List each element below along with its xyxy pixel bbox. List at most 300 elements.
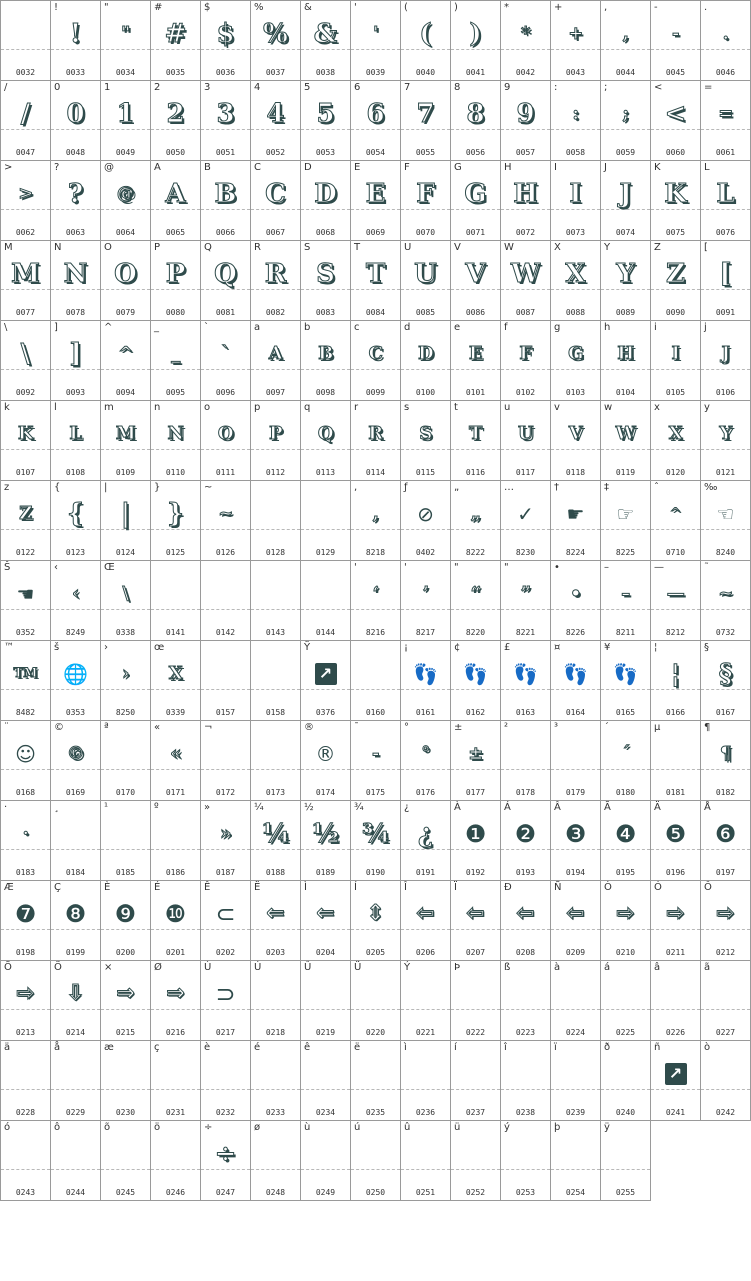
character-code: 0082 [265, 308, 286, 317]
glyph-cell [1, 561, 51, 641]
glyph-cell [101, 481, 151, 561]
character-code: 0230 [115, 1108, 136, 1117]
glyph-cell [351, 1, 401, 81]
glyph-cell [651, 81, 701, 161]
glyph-cell [1, 161, 51, 241]
glyph-preview: ⇒ [166, 981, 185, 1006]
glyph-preview [501, 1055, 550, 1093]
glyph-cell [701, 481, 751, 561]
glyph-cell [301, 241, 351, 321]
character-label: _ [154, 322, 159, 333]
glyph-preview: 4 [266, 99, 285, 129]
glyph-preview [201, 735, 250, 773]
character-code: 0210 [615, 948, 636, 957]
character-code: 0239 [565, 1108, 586, 1117]
character-label: 3 [204, 82, 211, 93]
glyph-preview [101, 1055, 150, 1093]
glyph-cell [651, 881, 701, 961]
glyph-cell [401, 1041, 451, 1121]
character-code: 0109 [115, 468, 136, 477]
character-label: Ö [54, 962, 62, 973]
character-label: ¾ [354, 802, 364, 813]
character-label: x [654, 402, 660, 413]
glyph-preview: ^ [118, 343, 133, 364]
glyph-preview: ❼ [14, 900, 37, 928]
glyph-cell [701, 801, 751, 881]
character-code: 0053 [315, 148, 336, 157]
glyph-cell [401, 881, 451, 961]
glyph-cell [551, 321, 601, 401]
glyph-preview: J [721, 343, 730, 364]
character-label: ì [404, 1042, 407, 1053]
glyph-cell [151, 481, 201, 561]
character-code: 0142 [215, 628, 236, 637]
character-label: c [354, 322, 360, 333]
glyph-preview: } [167, 499, 184, 529]
glyph-cell [501, 801, 551, 881]
glyph-cell [101, 321, 151, 401]
character-code: 0073 [565, 228, 586, 237]
glyph-preview [601, 1055, 650, 1093]
glyph-preview [251, 495, 300, 533]
glyph-cell [101, 1121, 151, 1201]
glyph-cell [651, 801, 701, 881]
glyph-cell [101, 881, 151, 961]
character-code: 0240 [615, 1108, 636, 1117]
character-code: 0042 [515, 68, 536, 77]
glyph-preview: ❾ [114, 900, 137, 928]
glyph-cell [301, 721, 351, 801]
character-label: ˆ [654, 482, 659, 493]
glyph-cell [551, 561, 601, 641]
glyph-cell [51, 1121, 101, 1201]
character-code: 0179 [565, 788, 586, 797]
glyph-cell [701, 81, 751, 161]
glyph-cell [151, 161, 201, 241]
character-label: Ä [654, 802, 661, 813]
glyph-preview: R [368, 423, 383, 444]
character-code: 0076 [715, 228, 736, 237]
glyph-preview: ☛ [566, 502, 585, 526]
character-code: 0116 [465, 468, 486, 477]
glyph-preview: + [568, 23, 583, 44]
character-code: 0231 [165, 1108, 186, 1117]
character-label: º [154, 802, 159, 813]
glyph-preview: © [66, 743, 85, 764]
glyph-cell [701, 1041, 751, 1121]
character-label: z [4, 482, 10, 493]
character-code: 0088 [565, 308, 586, 317]
character-label: > [4, 162, 13, 173]
glyph-preview: * [521, 23, 530, 44]
character-label: – [604, 562, 609, 573]
character-code: 8240 [715, 548, 736, 557]
glyph-cell [201, 1, 251, 81]
glyph-preview: ' [372, 23, 378, 44]
glyph-cell [251, 1121, 301, 1201]
glyph-preview [401, 1135, 450, 1173]
glyph-preview: F [416, 179, 435, 209]
character-code: 0161 [415, 708, 436, 717]
character-code: 0209 [565, 948, 586, 957]
character-code: 8212 [665, 628, 686, 637]
character-label: œ [154, 642, 165, 653]
glyph-preview [551, 1135, 600, 1173]
glyph-preview: TM [13, 666, 38, 681]
character-label: F [404, 162, 410, 173]
glyph-preview: ) [469, 19, 482, 49]
glyph-preview: T [365, 259, 386, 289]
character-code: 0237 [465, 1108, 486, 1117]
glyph-preview [651, 975, 700, 1013]
glyph-cell [1, 81, 51, 161]
character-code: 0339 [165, 708, 186, 717]
character-code: 0045 [665, 68, 686, 77]
character-label: Æ [4, 882, 14, 893]
glyph-cell [501, 161, 551, 241]
character-code: 0123 [65, 548, 86, 557]
character-code: 0233 [265, 1108, 286, 1117]
glyph-preview [451, 1055, 500, 1093]
character-label: ^ [104, 322, 113, 333]
character-code: 0174 [315, 788, 336, 797]
glyph-preview: 7 [416, 99, 435, 129]
character-label: û [404, 1122, 411, 1133]
character-label: … [504, 482, 514, 493]
character-label: Ù [204, 962, 212, 973]
glyph-cell [351, 321, 401, 401]
character-code: 0199 [65, 948, 86, 957]
character-code: 0048 [65, 148, 86, 157]
glyph-preview: { [67, 499, 84, 529]
glyph-preview: P [268, 423, 283, 444]
character-code: 0225 [615, 1028, 636, 1037]
character-code: 0117 [515, 468, 536, 477]
character-code: 0114 [365, 468, 386, 477]
character-code: 0078 [65, 308, 86, 317]
glyph-preview [451, 1135, 500, 1173]
glyph-cell [201, 641, 251, 721]
glyph-preview [301, 1135, 350, 1173]
character-label: — [654, 562, 664, 573]
character-label: ÿ [604, 1122, 610, 1133]
character-label: 9 [504, 82, 511, 93]
glyph-cell [251, 1041, 301, 1121]
character-code: 0243 [15, 1188, 36, 1197]
character-code: 0090 [665, 308, 686, 317]
character-code: 0058 [565, 148, 586, 157]
glyph-cell [601, 961, 651, 1041]
character-code: 0202 [215, 948, 236, 957]
character-label: Ú [254, 962, 262, 973]
character-code: 0192 [465, 868, 486, 877]
glyph-preview: 👣 [513, 662, 538, 686]
glyph-cell [101, 641, 151, 721]
character-label: ø [254, 1122, 261, 1133]
glyph-cell [251, 1, 301, 81]
glyph-cell [101, 161, 151, 241]
glyph-preview [301, 975, 350, 1013]
character-code: 0242 [715, 1108, 736, 1117]
glyph-cell [251, 161, 301, 241]
glyph-preview: X [168, 663, 183, 684]
character-code: 0050 [165, 148, 186, 157]
character-label: ® [304, 722, 314, 733]
character-code: 0054 [365, 148, 386, 157]
character-code: 0222 [465, 1028, 486, 1037]
character-code: 0128 [265, 548, 286, 557]
glyph-preview: ❹ [614, 820, 637, 848]
character-code: 0102 [515, 388, 536, 397]
character-code: 0041 [465, 68, 486, 77]
glyph-cell [151, 1, 201, 81]
glyph-preview: ⇦ [466, 901, 485, 926]
character-code: 0246 [165, 1188, 186, 1197]
glyph-cell [151, 721, 201, 801]
glyph-preview: H [513, 179, 538, 209]
character-code: 0376 [315, 708, 336, 717]
character-code: 8211 [615, 628, 636, 637]
glyph-preview: 2 [166, 99, 185, 129]
character-code: 0112 [265, 468, 286, 477]
character-label: é [254, 1042, 261, 1053]
glyph-cell [401, 241, 451, 321]
glyph-cell [451, 401, 501, 481]
character-label: î [504, 1042, 507, 1053]
glyph-cell [401, 81, 451, 161]
glyph-preview: · [22, 823, 29, 844]
character-code: 0252 [465, 1188, 486, 1197]
character-label: # [154, 2, 163, 13]
glyph-preview [351, 975, 400, 1013]
character-label: ¢ [454, 642, 461, 653]
character-code: 0218 [265, 1028, 286, 1037]
glyph-cell [551, 1041, 601, 1121]
glyph-cell [1, 961, 51, 1041]
glyph-cell [651, 1041, 701, 1121]
character-label: W [504, 242, 514, 253]
character-code: 0084 [365, 308, 386, 317]
glyph-cell [1, 721, 51, 801]
character-code: 8216 [365, 628, 386, 637]
glyph-cell [201, 481, 251, 561]
glyph-cell [351, 641, 401, 721]
glyph-preview [151, 575, 200, 613]
character-code: 0234 [315, 1108, 336, 1117]
character-code: 0215 [115, 1028, 136, 1037]
character-label: ö [154, 1122, 161, 1133]
glyph-cell [351, 881, 401, 961]
character-code: 0228 [15, 1108, 36, 1117]
character-code: 0178 [515, 788, 536, 797]
character-label: Ü [354, 962, 362, 973]
character-code: 8482 [15, 708, 36, 717]
glyph-preview: ⇐ [266, 901, 285, 926]
glyph-cell [651, 321, 701, 401]
glyph-preview: ‘ [372, 583, 379, 604]
character-code: 0194 [565, 868, 586, 877]
glyph-preview: ❿ [164, 900, 187, 928]
character-label: H [504, 162, 512, 173]
character-label: 5 [304, 82, 311, 93]
glyph-preview: P [165, 259, 186, 289]
character-label: Ê [204, 882, 211, 893]
character-code: 0057 [515, 148, 536, 157]
glyph-preview: ! [69, 19, 82, 49]
glyph-cell [601, 1121, 651, 1201]
glyph-preview: A [165, 179, 186, 209]
character-code: 0108 [65, 468, 86, 477]
character-code: 0157 [215, 708, 236, 717]
character-label: Z [654, 242, 661, 253]
glyph-preview: [ [719, 259, 732, 289]
glyph-preview: ⇨ [16, 981, 35, 1006]
character-code: 0249 [315, 1188, 336, 1197]
glyph-cell [51, 321, 101, 401]
character-label: o [204, 402, 211, 413]
glyph-preview: Z [19, 503, 32, 524]
glyph-preview: ¾ [361, 819, 390, 849]
glyph-cell [101, 1, 151, 81]
glyph-cell [551, 1, 601, 81]
glyph-cell [351, 161, 401, 241]
glyph-preview: 3 [216, 99, 235, 129]
character-label: ´ [604, 722, 609, 733]
character-label: O [104, 242, 112, 253]
glyph-cell [251, 81, 301, 161]
glyph-cell [501, 881, 551, 961]
glyph-preview: U [517, 423, 534, 444]
glyph-cell [201, 401, 251, 481]
glyph-preview: ¼ [261, 819, 290, 849]
character-code: 0125 [165, 548, 186, 557]
character-label: N [54, 242, 62, 253]
character-code: 0238 [515, 1108, 536, 1117]
glyph-preview: F [519, 343, 532, 364]
glyph-preview: O [217, 423, 234, 444]
character-label: µ [654, 722, 661, 733]
character-label: " [454, 562, 459, 573]
character-code: 0075 [665, 228, 686, 237]
glyph-cell [151, 401, 201, 481]
character-code: 0214 [65, 1028, 86, 1037]
glyph-cell [501, 961, 551, 1041]
glyph-preview [51, 1135, 100, 1173]
glyph-cell [151, 961, 201, 1041]
glyph-cell [701, 881, 751, 961]
character-code: 0143 [265, 628, 286, 637]
glyph-cell [501, 1041, 551, 1121]
glyph-cell [301, 801, 351, 881]
glyph-preview: B [214, 179, 237, 209]
character-label: ( [404, 2, 408, 13]
character-label: ä [4, 1042, 11, 1053]
character-label: ò [704, 1042, 711, 1053]
glyph-cell [501, 1121, 551, 1201]
glyph-preview: 5 [316, 99, 335, 129]
character-code: 0072 [515, 228, 536, 237]
glyph-cell [101, 721, 151, 801]
glyph-cell [51, 721, 101, 801]
character-label: æ [104, 1042, 114, 1053]
character-code: 0207 [465, 948, 486, 957]
glyph-cell [351, 481, 401, 561]
glyph-preview [301, 575, 350, 613]
glyph-preview: W [510, 259, 541, 289]
character-label: ™ [4, 642, 14, 653]
character-label: $ [204, 2, 211, 13]
glyph-cell [601, 81, 651, 161]
glyph-preview [501, 1135, 550, 1173]
character-label: : [554, 82, 558, 93]
glyph-preview: ⇐ [316, 901, 335, 926]
glyph-preview: ± [468, 743, 483, 764]
character-label: a [254, 322, 261, 333]
glyph-cell [451, 721, 501, 801]
character-label: Š [4, 562, 11, 573]
character-code: 0119 [615, 468, 636, 477]
glyph-cell [351, 961, 401, 1041]
character-label: ã [704, 962, 711, 973]
glyph-preview: ( [419, 19, 432, 49]
character-label: ¨ [4, 722, 9, 733]
glyph-cell [101, 801, 151, 881]
glyph-cell [601, 481, 651, 561]
character-label: ³ [554, 722, 559, 733]
character-code: 0251 [415, 1188, 436, 1197]
character-code: 0068 [315, 228, 336, 237]
character-code: 0036 [215, 68, 236, 77]
character-label: ' [354, 562, 357, 573]
glyph-preview: ~ [718, 583, 733, 604]
glyph-cell [151, 1121, 201, 1201]
glyph-preview: % [263, 19, 288, 49]
glyph-cell [1, 801, 51, 881]
character-code: 8250 [115, 708, 136, 717]
character-label: ß [504, 962, 511, 973]
glyph-cell [701, 401, 751, 481]
character-label: Î [404, 882, 407, 893]
character-label: © [54, 722, 64, 733]
glyph-cell [301, 1041, 351, 1121]
glyph-preview: M [11, 259, 40, 289]
glyph-cell [51, 561, 101, 641]
glyph-cell [51, 241, 101, 321]
character-code: 0051 [215, 148, 236, 157]
glyph-preview: ° [421, 743, 430, 764]
character-label: † [554, 482, 559, 493]
glyph-preview: S [419, 423, 432, 444]
character-label: ¡ [404, 642, 409, 653]
character-label: 4 [254, 82, 261, 93]
glyph-preview: ⇨ [716, 901, 735, 926]
glyph-preview: – [621, 583, 630, 604]
glyph-preview [251, 575, 300, 613]
character-code: 0224 [565, 1028, 586, 1037]
glyph-preview [301, 1055, 350, 1093]
character-label: D [304, 162, 312, 173]
glyph-preview: / [20, 99, 31, 129]
character-label: T [354, 242, 361, 253]
glyph-preview: S [316, 259, 335, 289]
glyph-cell [51, 481, 101, 561]
character-label: á [604, 962, 611, 973]
character-code: 0039 [365, 68, 386, 77]
glyph-cell [201, 81, 251, 161]
character-label: + [554, 2, 563, 13]
glyph-cell [51, 961, 101, 1041]
character-label: Þ [454, 962, 461, 973]
